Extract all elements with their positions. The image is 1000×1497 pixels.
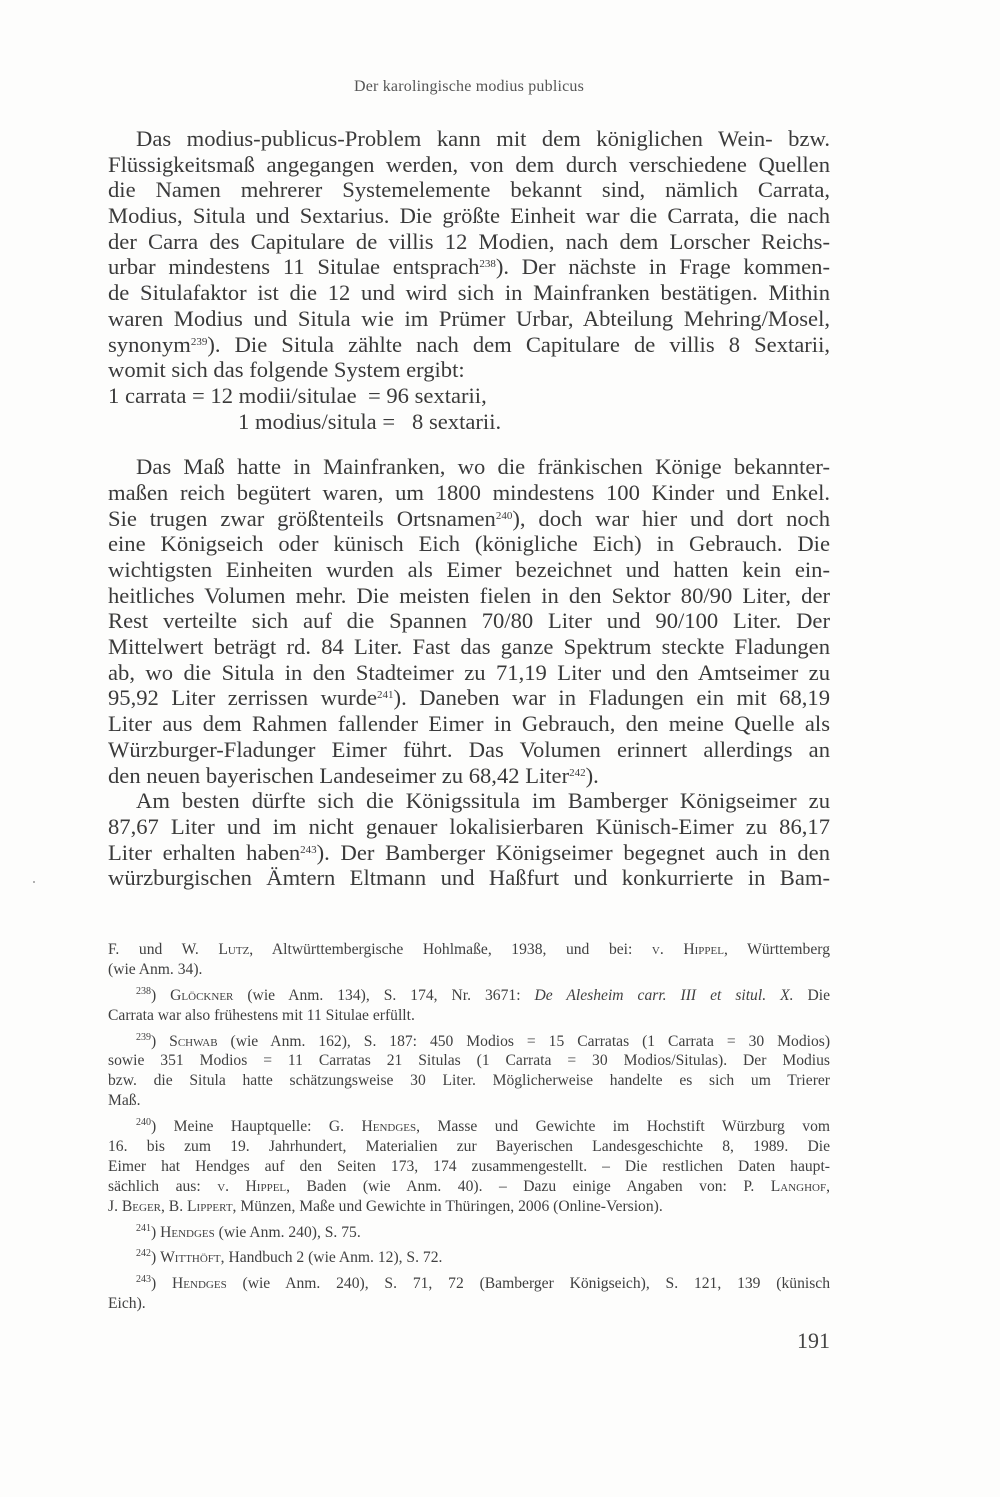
text-line [108,254,830,280]
author-name: Schwab [169,1032,218,1050]
text-line: heitliches Volumen mehr. Die meisten fielen in den Sektor 80/90 Liter, der [108,582,830,608]
text-line: Modius, Situla und Sextarius. Die größte Einheit war die Carrata, die nach [108,203,830,229]
text-line: der Carra des Capitulare de villis 12 Modien, nach dem Lorscher Reichs- [108,228,830,254]
text-segment: , Altwürttembergische Hohlmaße, 1938, und bei: [249,941,652,958]
text-segment: ) [151,1032,170,1050]
footnote-ref[interactable]: 239 [190,335,208,348]
equation-line: 1 carrata = 12 modii/situlae = 96 sextarii, [108,382,487,408]
text-segment: sächlich aus: [108,1177,218,1195]
text-line: Flüssigkeitsmaß angegangen werden, von dem durch verschiedene Quellen [108,151,830,177]
text-segment: ). Die Situla zählte nach dem Capitulare de villis 8 Sextarii, [207,331,830,357]
footnote-number: 242 [136,1248,151,1260]
footnote-line: Eich). [108,1295,146,1313]
author-name: Hendges [160,1223,215,1241]
text-segment: ). [585,762,599,788]
running-head: Der karolingische modius publicus [353,78,585,95]
text-segment: ) [151,1275,173,1293]
footnote-number: 241 [136,1222,151,1234]
author-name: Hendges [361,1118,417,1136]
footnote-number: 240 [136,1117,151,1129]
text-segment: (wie Anm. 240), S. 71, 72 (Bamberger Königseich), S. 121, 139 (künisch [226,1275,831,1293]
footnote-ref[interactable]: 241 [377,689,394,702]
text-line: Würzburger-Fladunger Eimer führt. Das Volumen erinnert allerdings an [108,736,830,762]
scan-speck [33,881,35,883]
text-segment: ) [151,986,171,1004]
text-line: die Namen mehrerer Systemelemente bekannt sind, nämlich Carrata, [108,177,830,203]
text-segment: (wie Anm. 134), S. 174, Nr. 3671: [233,986,535,1004]
author-name: Lippert [187,1197,233,1215]
text-line [108,685,830,711]
text-segment: Sie trugen zwar größtenteils Ortsnamen [108,505,496,531]
text-segment: , Baden (wie Anm. 40). – Dazu einige Angaben von: P. [286,1177,771,1195]
text-segment: Liter erhalten haben [108,839,301,865]
text-line: waren Modius und Situla wie im Prümer Urbar, Abteilung Mehring/Mosel, [108,305,830,331]
text-line [108,840,830,866]
footnote-ref[interactable]: 243 [300,843,317,856]
text-segment: (wie Anm. 162), S. 187: 450 Modios = 15 Carratas (1 Carrata = 30 Modios) [217,1032,831,1050]
text-segment: , Handbuch 2 (wie Anm. 12), S. 72. [220,1249,443,1267]
text-line: Am besten dürfte sich die Königssitula im Bamberger Königseimer zu [136,788,830,814]
text-line: eine Königseich oder künisch Eich (königliche Eich) in Gebrauch. Die [108,531,830,557]
text-segment: Die [793,986,830,1004]
footnote-line: Carrata war also frühestens mit 11 Situlae erfüllt. [108,1006,415,1024]
text-line: Das modius-publicus-Problem kann mit dem königlichen Wein- bzw. [136,126,830,151]
footnote-number: 239 [136,1031,151,1043]
footnote-line [108,1197,830,1217]
author-name: Glöckner [170,986,234,1004]
text-segment: den neuen bayerischen Landeseimer zu 68,42 Liter [108,762,570,788]
text-segment: , B. [161,1197,187,1215]
footnote-ref[interactable]: 242 [569,766,586,779]
text-line: womit sich das folgende System ergibt: [108,357,465,383]
text-segment: ) Meine Hauptquelle: G. [151,1118,362,1136]
text-segment: , Masse und Gewichte im Hochstift Würzburg vom [416,1118,830,1136]
text-segment: ) [151,1223,161,1241]
author-name: Lutz [218,941,250,958]
text-line: 87,67 Liter und im nicht genauer lokalisierbaren Künisch-Eimer zu 86,17 [108,813,830,839]
text-segment: synonym [108,331,191,357]
footnote-line [108,1177,830,1197]
text-segment: ) [151,1249,161,1267]
equation-line: 1 modius/situla = 8 sextarii. [238,408,502,434]
footnote-241 [108,1223,830,1243]
footnotes [108,940,830,1314]
author-name: Hendges [172,1275,227,1293]
footnote-number: 243 [136,1274,151,1286]
footnote-242 [108,1248,830,1268]
text-line: würzburgischen Ämtern Eltmann und Haßfurt und konkurrierte in Bam- [108,865,830,891]
footnote-line: bzw. die Situla hatte schätzungsweise 30 Liter. Möglicherweise handelte es sich um Trierer [108,1072,830,1090]
text-segment: , [826,1177,830,1195]
main-text [108,126,830,891]
latin-quote: De Alesheim carr. III et situl. X. [534,986,794,1004]
text-segment: , Münzen, Maße und Gewichte in Thüringen, 2006 (Online-Version). [232,1197,663,1215]
text-line: maßen reich begütert waren, um 1800 mindestens 100 Kinder und Enkel. [108,479,830,505]
footnote-line: Eimer hat Hendges auf den Seiten 173, 174 zusammengestellt. – Die restlichen Daten haupt- [108,1157,830,1175]
text-segment: J. [108,1197,122,1215]
text-line: Das Maß hatte in Mainfranken, wo die fränkischen Könige bekannter- [136,454,830,480]
footnote-number: 238 [136,985,151,997]
author-name: Beger [121,1197,161,1215]
text-segment: urbar mindestens 11 Situlae entsprach [108,254,480,280]
footnote-ref[interactable]: 240 [495,509,513,522]
footnote-line: Maß. [108,1092,141,1110]
text-segment: ). Der Bamberger Königseimer begegnet auch in den [316,839,830,865]
text-segment: , Württemberg [723,941,830,958]
text-segment: ), doch war hier und dort noch [512,505,830,531]
footnote-line: (wie Anm. 34). [108,960,203,978]
text-line: Liter aus dem Rahmen fallender Eimer in Gebrauch, den meine Quelle als [108,711,830,737]
author-name: v. Hippel [217,1177,287,1195]
author-name: v. Hippel [651,941,724,958]
author-name: Langhof [770,1177,827,1195]
text-line: wichtigsten Einheiten wurden als Eimer bezeichnet und hatten kein ein- [108,557,830,582]
text-line: Mittelwert beträgt rd. 84 Liter. Fast das ganze Spektrum steckte Fladungen [108,634,830,660]
text-line [108,506,830,532]
footnote-line: sowie 351 Modios = 11 Carratas 21 Situlas (1 Carrata = 30 Modios/Situlas). Der Modius [108,1052,830,1070]
footnote-238 [108,986,830,1006]
text-line: Rest verteilte sich auf die Spannen 70/80 Liter und 90/100 Liter. Der [108,608,830,634]
footnote-240 [108,1117,830,1137]
text-segment: 95,92 Liter zerrissen wurde [108,685,378,711]
footnote-239 [108,1032,830,1052]
text-segment: ). Der nächste in Frage kommen- [495,254,831,280]
text-line [108,332,830,358]
text-segment: F. und W. [108,941,219,958]
author-name: Witthöft [160,1249,221,1267]
text-segment: ). Daneben war in Fladungen ein mit 68,19 [393,685,830,711]
footnote-line [108,940,830,960]
footnote-243 [108,1274,830,1294]
footnote-line: 16. bis zum 19. Jahrhundert, Materialien zur Bayerischen Landesgeschichte 8, 1989. Die [108,1138,830,1156]
text-line: ab, wo die Situla in den Stadteimer zu 71,19 Liter und den Amtseimer zu [108,659,830,685]
text-line: de Situlafaktor ist die 12 und wird sich in Mainfranken bestätigen. Mithin [108,280,830,306]
text-segment: (wie Anm. 240), S. 75. [214,1223,361,1241]
text-line [108,763,830,789]
footnote-ref[interactable]: 238 [479,258,496,271]
page-number: 191 [797,1328,830,1353]
